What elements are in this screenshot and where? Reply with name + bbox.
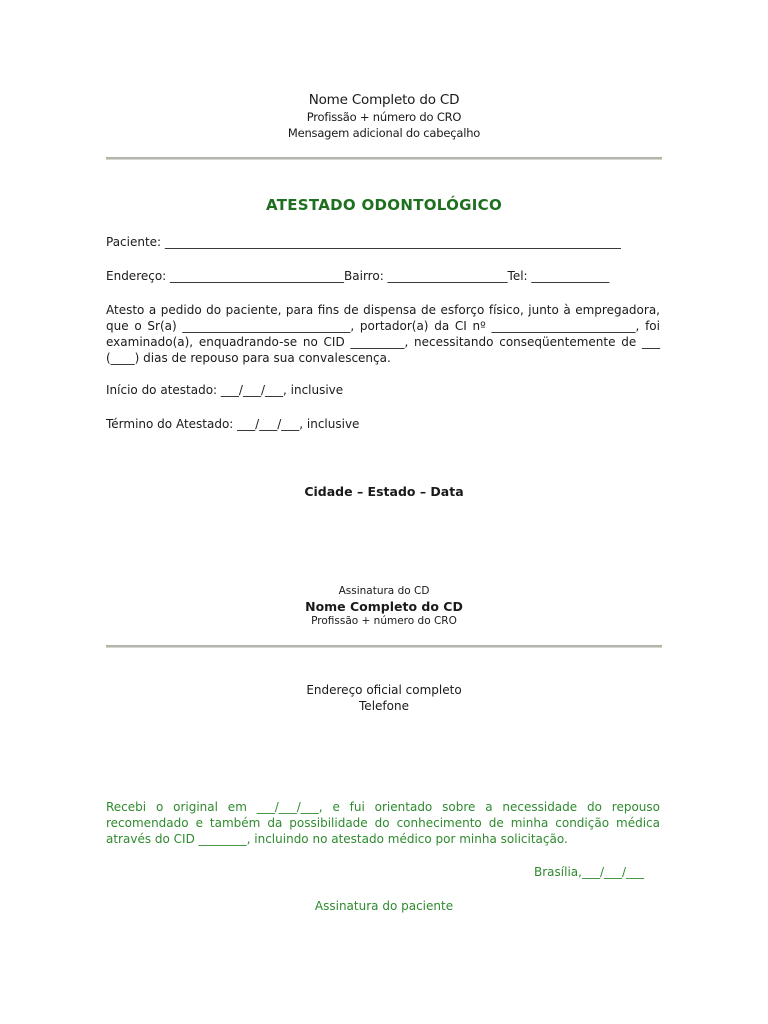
end-date-line: Término do Atestado: ___/___/___, inclusive xyxy=(106,417,360,431)
signature-name: Nome Completo do CD xyxy=(305,599,463,614)
footer-address: Endereço oficial completo xyxy=(306,683,462,697)
footer-divider xyxy=(106,645,662,648)
header-profession: Profissão + número do CRO xyxy=(306,110,462,124)
address-field: Endereço: _____________________________Bairro: ____________________Tel: _____________ xyxy=(106,269,610,283)
header-message: Mensagem adicional do cabeçalho xyxy=(287,126,481,140)
patient-field: Paciente: ____________________________________________________________________________ xyxy=(106,235,621,249)
city-state-date: Cidade – Estado – Data xyxy=(304,484,464,499)
patient-signature-label: Assinatura do paciente xyxy=(314,899,454,913)
footer-phone: Telefone xyxy=(359,699,409,713)
document-title: ATESTADO ODONTOLÓGICO xyxy=(265,196,503,214)
place-date: Brasília,___/___/___ xyxy=(534,865,645,879)
signature-label: Assinatura do CD xyxy=(338,585,430,597)
attestation-paragraph: Atesto a pedido do paciente, para fins de dispensa de esforço físico, junto à empregadora, que o Sr(a) ____________________________, portador(a) da CI nº ________________________, foi examinado(a), enquadrando-se no CID _________, necessitando conseqüentemente de ___ (____) dias de repouso para sua convalescença. xyxy=(106,303,660,365)
signature-profession: Profissão + número do CRO xyxy=(311,615,457,627)
header-divider xyxy=(106,157,662,160)
header-name: Nome Completo do CD xyxy=(308,92,460,108)
start-date-line: Início do atestado: ___/___/___, inclusive xyxy=(106,383,344,397)
receipt-paragraph: Recebi o original em ___/___/___, e fui orientado sobre a necessidade do repouso recomendado e também da possibilidade do conhecimento de minha condição médica através do CID ________, incluindo no atestado médico por minha solicitação. xyxy=(106,800,660,846)
